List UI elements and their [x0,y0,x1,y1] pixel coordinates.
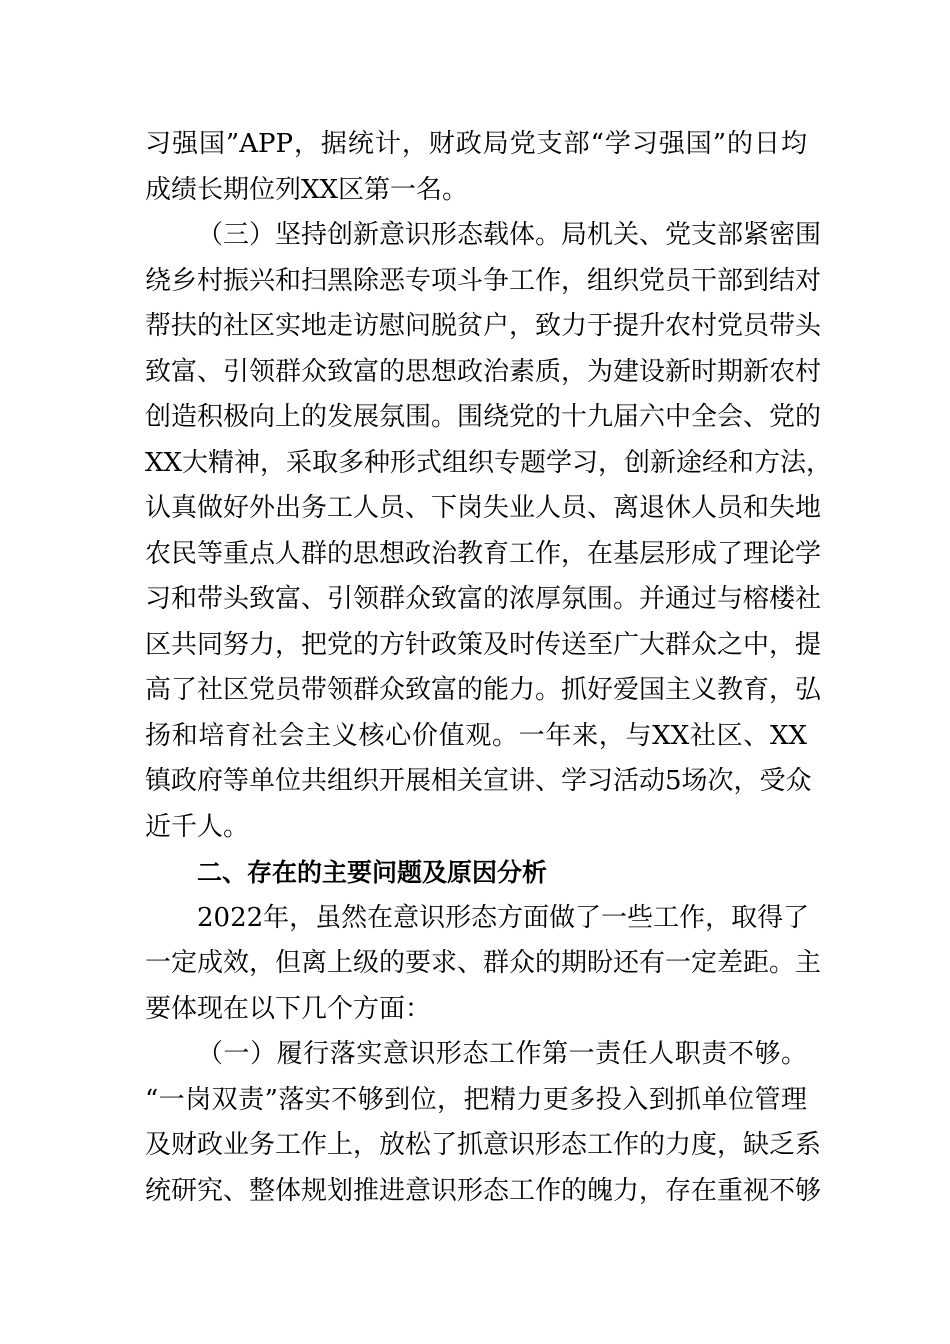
paragraph-line: 绕乡村振兴和扫黑除恶专项斗争工作，组织党员干部到结对 [145,265,822,296]
paragraph-line: 高了社区党员带领群众致富的能力。抓好爱国主义教育，弘 [145,675,822,705]
paragraph-line: 要体现在以下几个方面： [145,993,432,1024]
paragraph-line: 习和带头致富、引领群众致富的浓厚氛围。并通过与榕楼社 [145,584,822,614]
paragraph-line: 创造积极向上的发展氛围。围绕党的十九届六中全会、党的 [145,402,822,432]
paragraph-line: 致富、引领群众致富的思想政治素质，为建设新时期新农村 [145,356,822,387]
paragraph-line: 2022年，虽然在意识形态方面做了一些工作，取得了 [197,902,810,933]
document-body [145,122,833,1214]
paragraph-line: “一岗双责”落实不够到位，把精力更多投入到抓单位管理 [145,1084,807,1115]
paragraph-line: XX大精神，采取多种形式组织专题学习，创新途经和方法， [145,447,833,478]
paragraph-line: 习强国”APP，据统计，财政局党支部“学习强国”的日均 [145,129,807,159]
paragraph-line: （一）履行落实意识形态工作第一责任人职责不够。 [197,1039,807,1069]
paragraph-line: 近千人。 [145,811,250,842]
paragraph-line: 一定成效，但离上级的要求、群众的期盼还有一定差距。主 [145,948,822,978]
section-heading: 二、存在的主要问题及原因分析 [197,858,548,887]
paragraph-line: 镇政府等单位共组织开展相关宣讲、学习活动5场次，受众 [145,766,812,796]
paragraph-line: （三）坚持创新意识形态载体。局机关、党支部紧密围 [197,220,822,250]
paragraph-line: 帮扶的社区实地走访慰问脱贫户，致力于提升农村党员带头 [145,311,822,341]
paragraph-line: 认真做好外出务工人员、下岗失业人员、离退休人员和失地 [145,493,822,523]
paragraph-line: 统研究、整体规划推进意识形态工作的魄力，存在重视不够 [145,1175,822,1206]
paragraph-line: 成绩长期位列XX区第一名。 [145,174,469,205]
paragraph-line: 农民等重点人群的思想政治教育工作，在基层形成了理论学 [145,538,822,569]
paragraph-line: 及财政业务工作上，放松了抓意识形态工作的力度，缺乏系 [145,1130,822,1160]
paragraph-line: 扬和培育社会主义核心价值观。一年来，与XX社区、XX [145,720,807,751]
paragraph-line: 区共同努力，把党的方针政策及时传送至广大群众之中，提 [145,629,822,660]
